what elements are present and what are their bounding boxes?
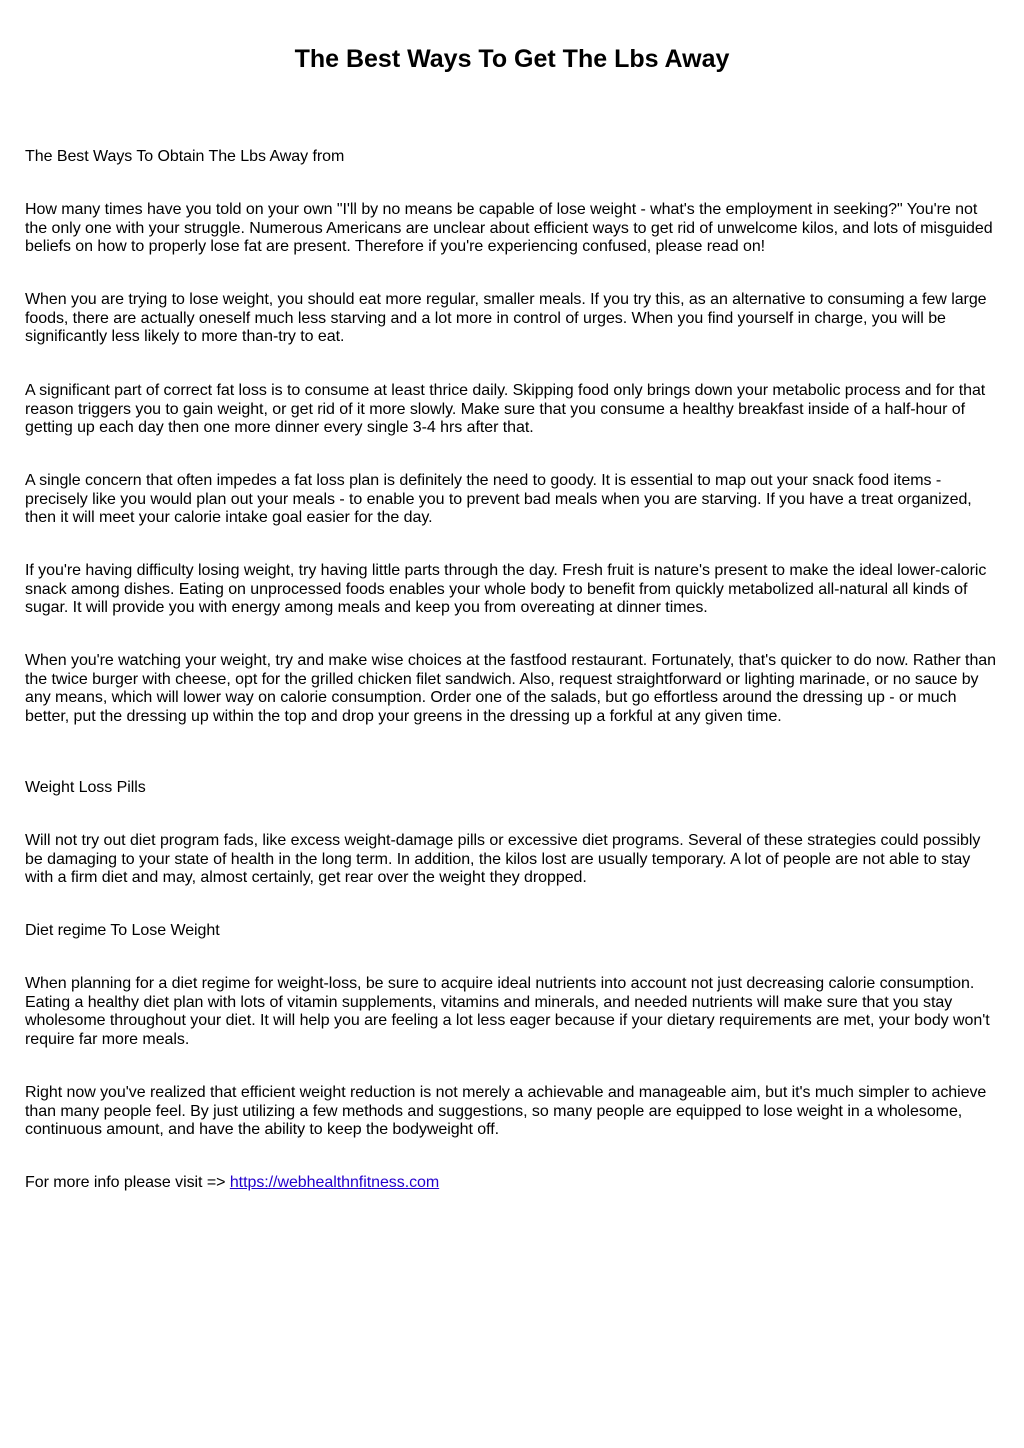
footer-line (25, 1174, 1000, 1193)
paragraph-closing: Right now you've realized that efficient weight reduction is not merely a achievable and manageable aim, but it's much simpler to achieve than many people feel. By just utilizing a few methods and suggestions, so many people are equipped to lose weight in a wholesome, continuous amount, and have the ability to keep the bodyweight off. (25, 1084, 987, 1138)
paragraph-1: How many times have you told on your own "I'll by no means be capable of lose weight - what's the employment in seeking?" You're not the only one with your struggle. Numerous Americans are unclear about efficient ways to get rid of unwelcome kilos, and lots of misguided beliefs on how to properly lose fat are present. Therefore if you're experiencing confused, please read on! (25, 201, 993, 255)
section-heading-diet: Diet regime To Lose Weight (25, 922, 220, 939)
article-subtitle: The Best Ways To Obtain The Lbs Away from (25, 148, 345, 165)
section-heading-pills: Weight Loss Pills (25, 779, 146, 796)
paragraph-2: When you are trying to lose weight, you should eat more regular, smaller meals. If you try this, as an alternative to consuming a few large foods, there are actually oneself much less starving and a lot more in control of urges. When you find yourself in charge, you will be significantly less likely to more than-try to eat. (25, 291, 987, 345)
paragraph-diet: When planning for a diet regime for weight-loss, be sure to acquire ideal nutrients into account not just decreasing calorie consumption. Eating a healthy diet plan with lots of vitamin supplements, vitamins and minerals, and needed nutrients will make sure that you stay wholesome throughout your diet. It will help you are feeling a lot less eager because if your dietary requirements are met, your body won't require far more meals. (25, 975, 990, 1048)
paragraph-4: A single concern that often impedes a fat loss plan is definitely the need to goody. It is essential to map out your snack food items - precisely like you would plan out your meals - to enable you to prevent bad meals when you are starving. If you have a treat organized, then it will meet your calorie intake goal easier for the day. (25, 472, 972, 526)
footer-link[interactable]: https://webhealthnfitness.com (229, 1174, 440, 1191)
paragraph-5: If you're having difficulty losing weight, try having little parts through the day. Fresh fruit is nature's present to make the ideal lower-caloric snack among dishes. Eating on unprocessed foods enables your whole body to benefit from quickly metabolized all-natural all kinds of sugar. It will provide you with energy among meals and keep you from overeating at dinner times. (25, 562, 987, 616)
page-title: The Best Ways To Get The Lbs Away (294, 45, 730, 73)
footer-prefix: For more info please visit => (25, 1174, 230, 1191)
paragraph-pills: Will not try out diet program fads, like excess weight-damage pills or excessive diet programs. Several of these strategies could possibly be damaging to your state of health in the long term. In addition, the kilos lost are usually temporary. A lot of people are not able to stay with a firm diet and may, almost certainly, get rear over the weight they dropped. (25, 832, 981, 886)
paragraph-3: A significant part of correct fat loss is to consume at least thrice daily. Skipping food only brings down your metabolic process and for that reason triggers you to gain weight, or get rid of it more slowly. Make sure that you consume a healthy breakfast inside of a half-hour of getting up each day then one more dinner every single 3-4 hrs after that. (25, 382, 986, 436)
paragraph-6: When you're watching your weight, try and make wise choices at the fastfood restaurant. Fortunately, that's quicker to do now. Rather than the twice burger with cheese, opt for the grilled chicken filet sandwich. Also, request straightforward or lighting marinade, or no sauce by any means, which will lower way on calorie consumption. Order one of the salads, but go effortless around the dressing up - or much better, put the dressing up within the top and drop your greens in the dressing up a forkful at any given time. (25, 652, 996, 725)
